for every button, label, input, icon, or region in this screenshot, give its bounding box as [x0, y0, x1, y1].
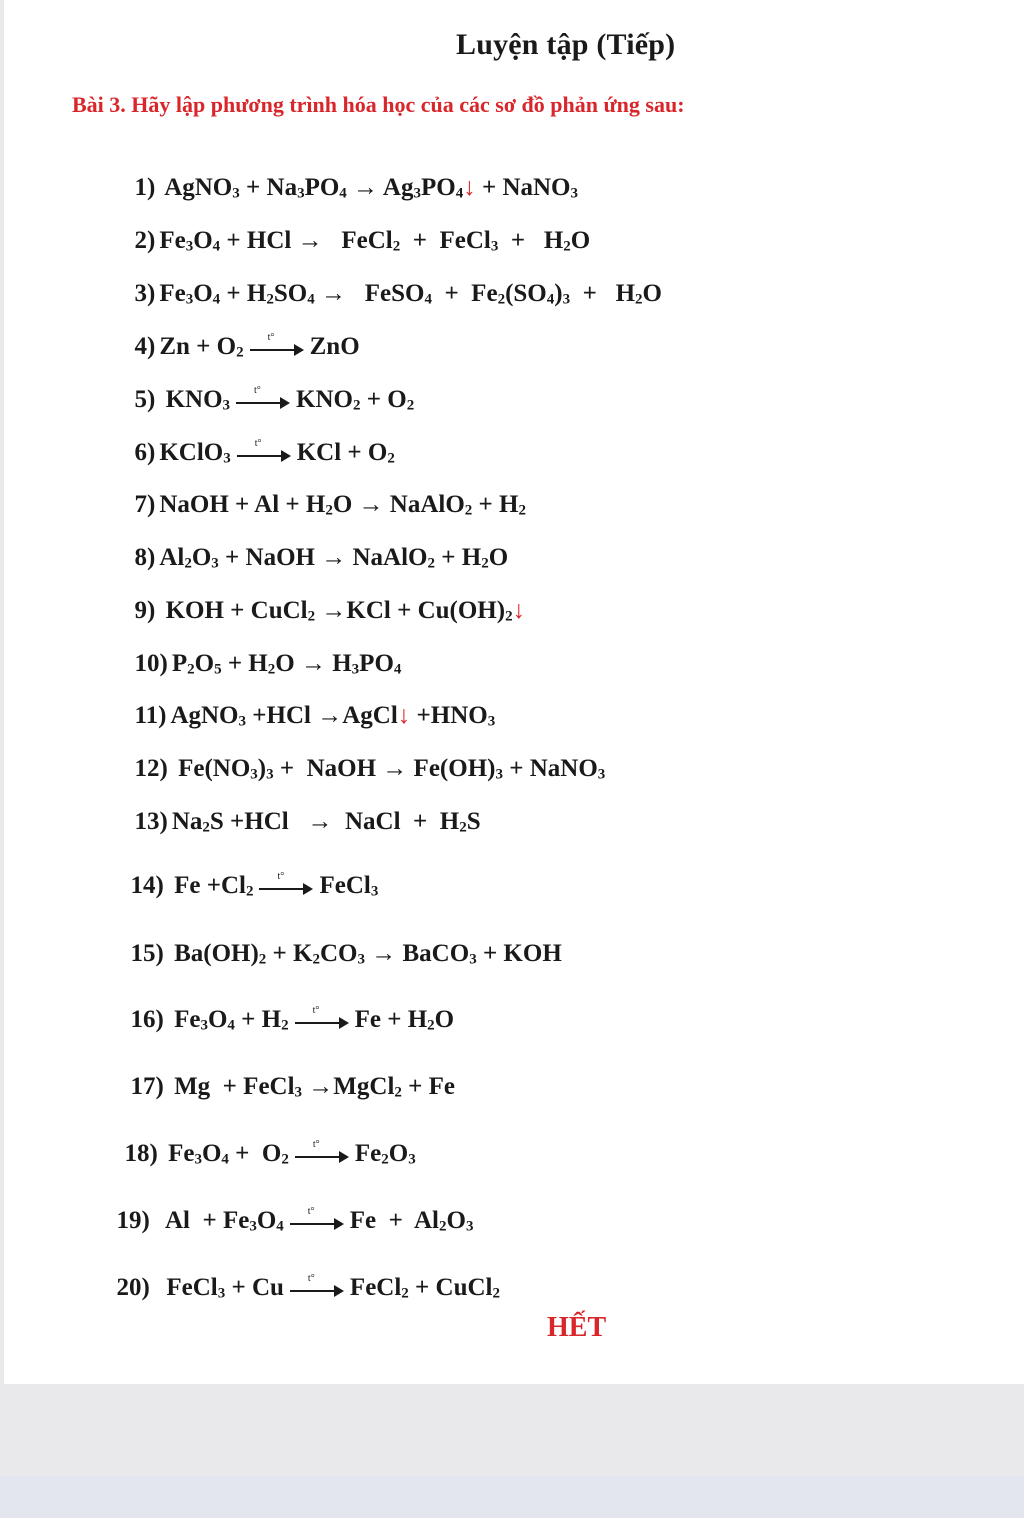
end-marker: HẾT — [547, 1312, 607, 1343]
equation-13: 13) $Na_2S +HCl$ → NaCl + $H_2S$ — [134, 808, 481, 836]
exercise-heading: Bài 3. Hãy lập phương trình hóa học của các sơ đồ phản ứng sau: — [72, 92, 685, 117]
bottom-band — [0, 1476, 1024, 1518]
equation-5: 5) $KNO_3$ t° $KNO_2 + O_2$ — [134, 385, 415, 414]
heat-arrow-icon: t° — [250, 338, 304, 358]
precipitate-arrow-icon: ↓ — [463, 174, 476, 201]
equation-9: 9) KOH + CuCl$_2$ $\to KCl + Cu(OH)_2↓$ — [134, 597, 526, 625]
heat-arrow-icon: t° — [290, 1279, 344, 1299]
equation-20: 20) FeCl$_3$ + Cu t° FeCl$_2$ + CuCl$_2$ — [116, 1273, 501, 1302]
equation-19: 19) $Al + Fe_3O_4$ t° $Fe + Al_2O_3$ — [116, 1206, 474, 1235]
heat-arrow-icon: t° — [237, 444, 291, 464]
heat-arrow-icon: t° — [295, 1145, 349, 1165]
equation-8: 8) $Al_2O_3$ + NaOH → NaAlO$_2$ + $H_2O$ — [134, 544, 509, 572]
heat-arrow-icon: t° — [236, 391, 290, 411]
equation-12: 12) $Fe(NO_3)_3$ + NaOH → $Fe(OH)_3$ + NaNO$_3$ — [134, 755, 606, 783]
equation-6: 6) KClO$_3$ t° KCl + $O_2$ — [134, 438, 395, 467]
equation-18: 18) $Fe_3O_4 + O_2$ t° $Fe_2O_3$ — [124, 1139, 416, 1168]
equation-17: 17) Mg + FeCl$_3$ →MgCl$_2$ + Fe — [130, 1073, 456, 1101]
equation-15: 15) $Ba(OH)_2 + K_2CO_3$ → BaCO$_3$ + KOH — [130, 940, 562, 968]
equation-2: 2) $Fe_3O_4$ + HCl → FeCl$_2$ + FeCl$_3$ + $H_2O$ — [134, 227, 591, 255]
heat-arrow-icon: t° — [290, 1212, 344, 1232]
equation-1: 1) AgNO$_3$ + $Na_3PO_4$ → $Ag_3PO_4↓$ + NaNO$_3$ — [134, 174, 579, 202]
equation-7: 7) NaOH + $Al + H_2O$ → NaAlO$_2$ + $H_2$ — [134, 491, 526, 519]
page-title: Luyện tập (Tiếp) — [456, 28, 676, 61]
equation-11: 11) AgNO$_3$ +HCl →AgCl↓ $+HNO_3$ — [134, 702, 496, 730]
precipitate-arrow-icon: ↓ — [512, 597, 526, 624]
equation-16: 16) $Fe_3O_4 + H_2$ t° $Fe + H_2O$ — [130, 1005, 455, 1034]
equation-3: 3) $Fe_3O_4 + H_2SO_4$ → FeSO$_4$ + $Fe_2(SO_4)_3 + H_2O$ — [134, 280, 662, 308]
equation-4: 4) $Zn + O_2$ t° ZnO — [134, 332, 360, 361]
equation-14: 14) $Fe +Cl_2$ t° FeCl$_3$ — [130, 871, 379, 900]
heat-arrow-icon: t° — [259, 877, 313, 897]
precipitate-arrow-icon: ↓ — [397, 702, 411, 729]
equation-10: 10) $P_2O_5 + H_2O \to H_3PO_4$ — [134, 650, 402, 678]
heat-arrow-icon: t° — [295, 1011, 349, 1031]
